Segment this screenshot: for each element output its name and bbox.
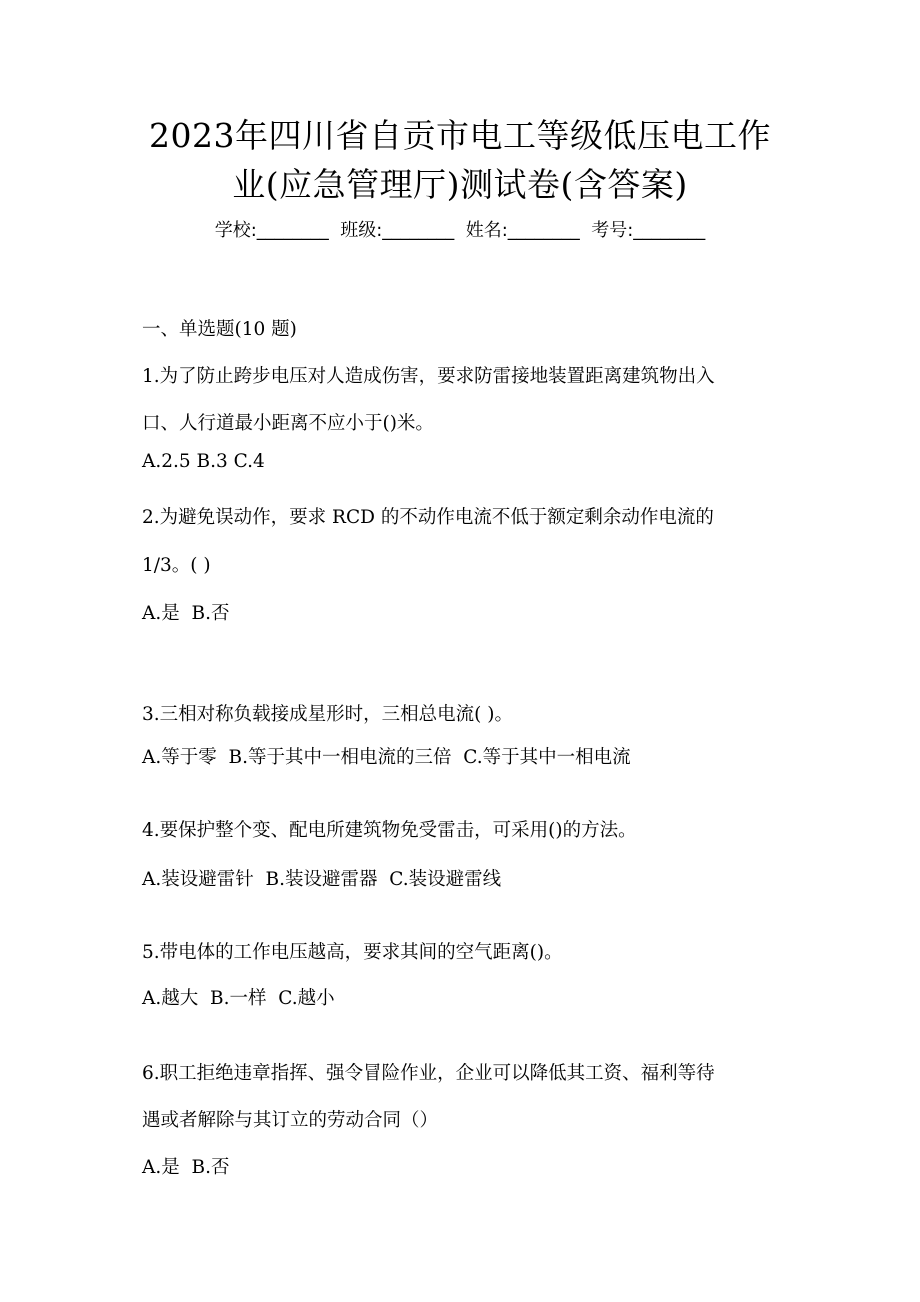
question-5-options: A.越大 B.一样 C.越小 <box>142 988 335 1009</box>
question-1-options: A.2.5 B.3 C.4 <box>142 451 265 472</box>
question-3-options: A.等于零 B.等于其中一相电流的三倍 C.等于其中一相电流 <box>142 747 631 768</box>
section-heading: 一、单选题(10 题) <box>142 319 297 340</box>
student-info-line: 学校:________ 班级:________ 姓名:________ 考号:________ <box>214 220 706 241</box>
question-6-stem-line2: 遇或者解除与其订立的劳动合同（） <box>142 1110 439 1131</box>
question-2-options: A.是 B.否 <box>142 603 230 624</box>
question-4-stem: 4.要保护整个变、配电所建筑物免受雷击，可采用()的方法。 <box>142 820 637 841</box>
question-4-options: A.装设避雷针 B.装设避雷器 C.装设避雷线 <box>142 869 502 890</box>
question-3-stem: 3.三相对称负载接成星形时，三相总电流( )。 <box>142 704 513 725</box>
question-6-options: A.是 B.否 <box>142 1157 230 1178</box>
question-2-stem-line1: 2.为避免误动作，要求 RCD 的不动作电流不低于额定剩余动作电流的 <box>142 507 714 528</box>
question-2-stem-line2: 1/3。( ) <box>142 555 211 576</box>
question-1-stem-line2: 口、人行道最小距离不应小于()米。 <box>142 413 434 434</box>
exam-title-line2: 业(应急管理厅)测试卷(含答案) <box>232 165 688 204</box>
question-6-stem-line1: 6.职工拒绝违章指挥、强令冒险作业，企业可以降低其工资、福利等待 <box>142 1063 715 1084</box>
exam-title-line1: 2023年四川省自贡市电工等级低压电工作 <box>149 116 771 155</box>
question-1-stem-line1: 1.为了防止跨步电压对人造成伤害，要求防雷接地装置距离建筑物出入 <box>142 366 715 387</box>
question-5-stem: 5.带电体的工作电压越高，要求其间的空气距离()。 <box>142 942 563 963</box>
